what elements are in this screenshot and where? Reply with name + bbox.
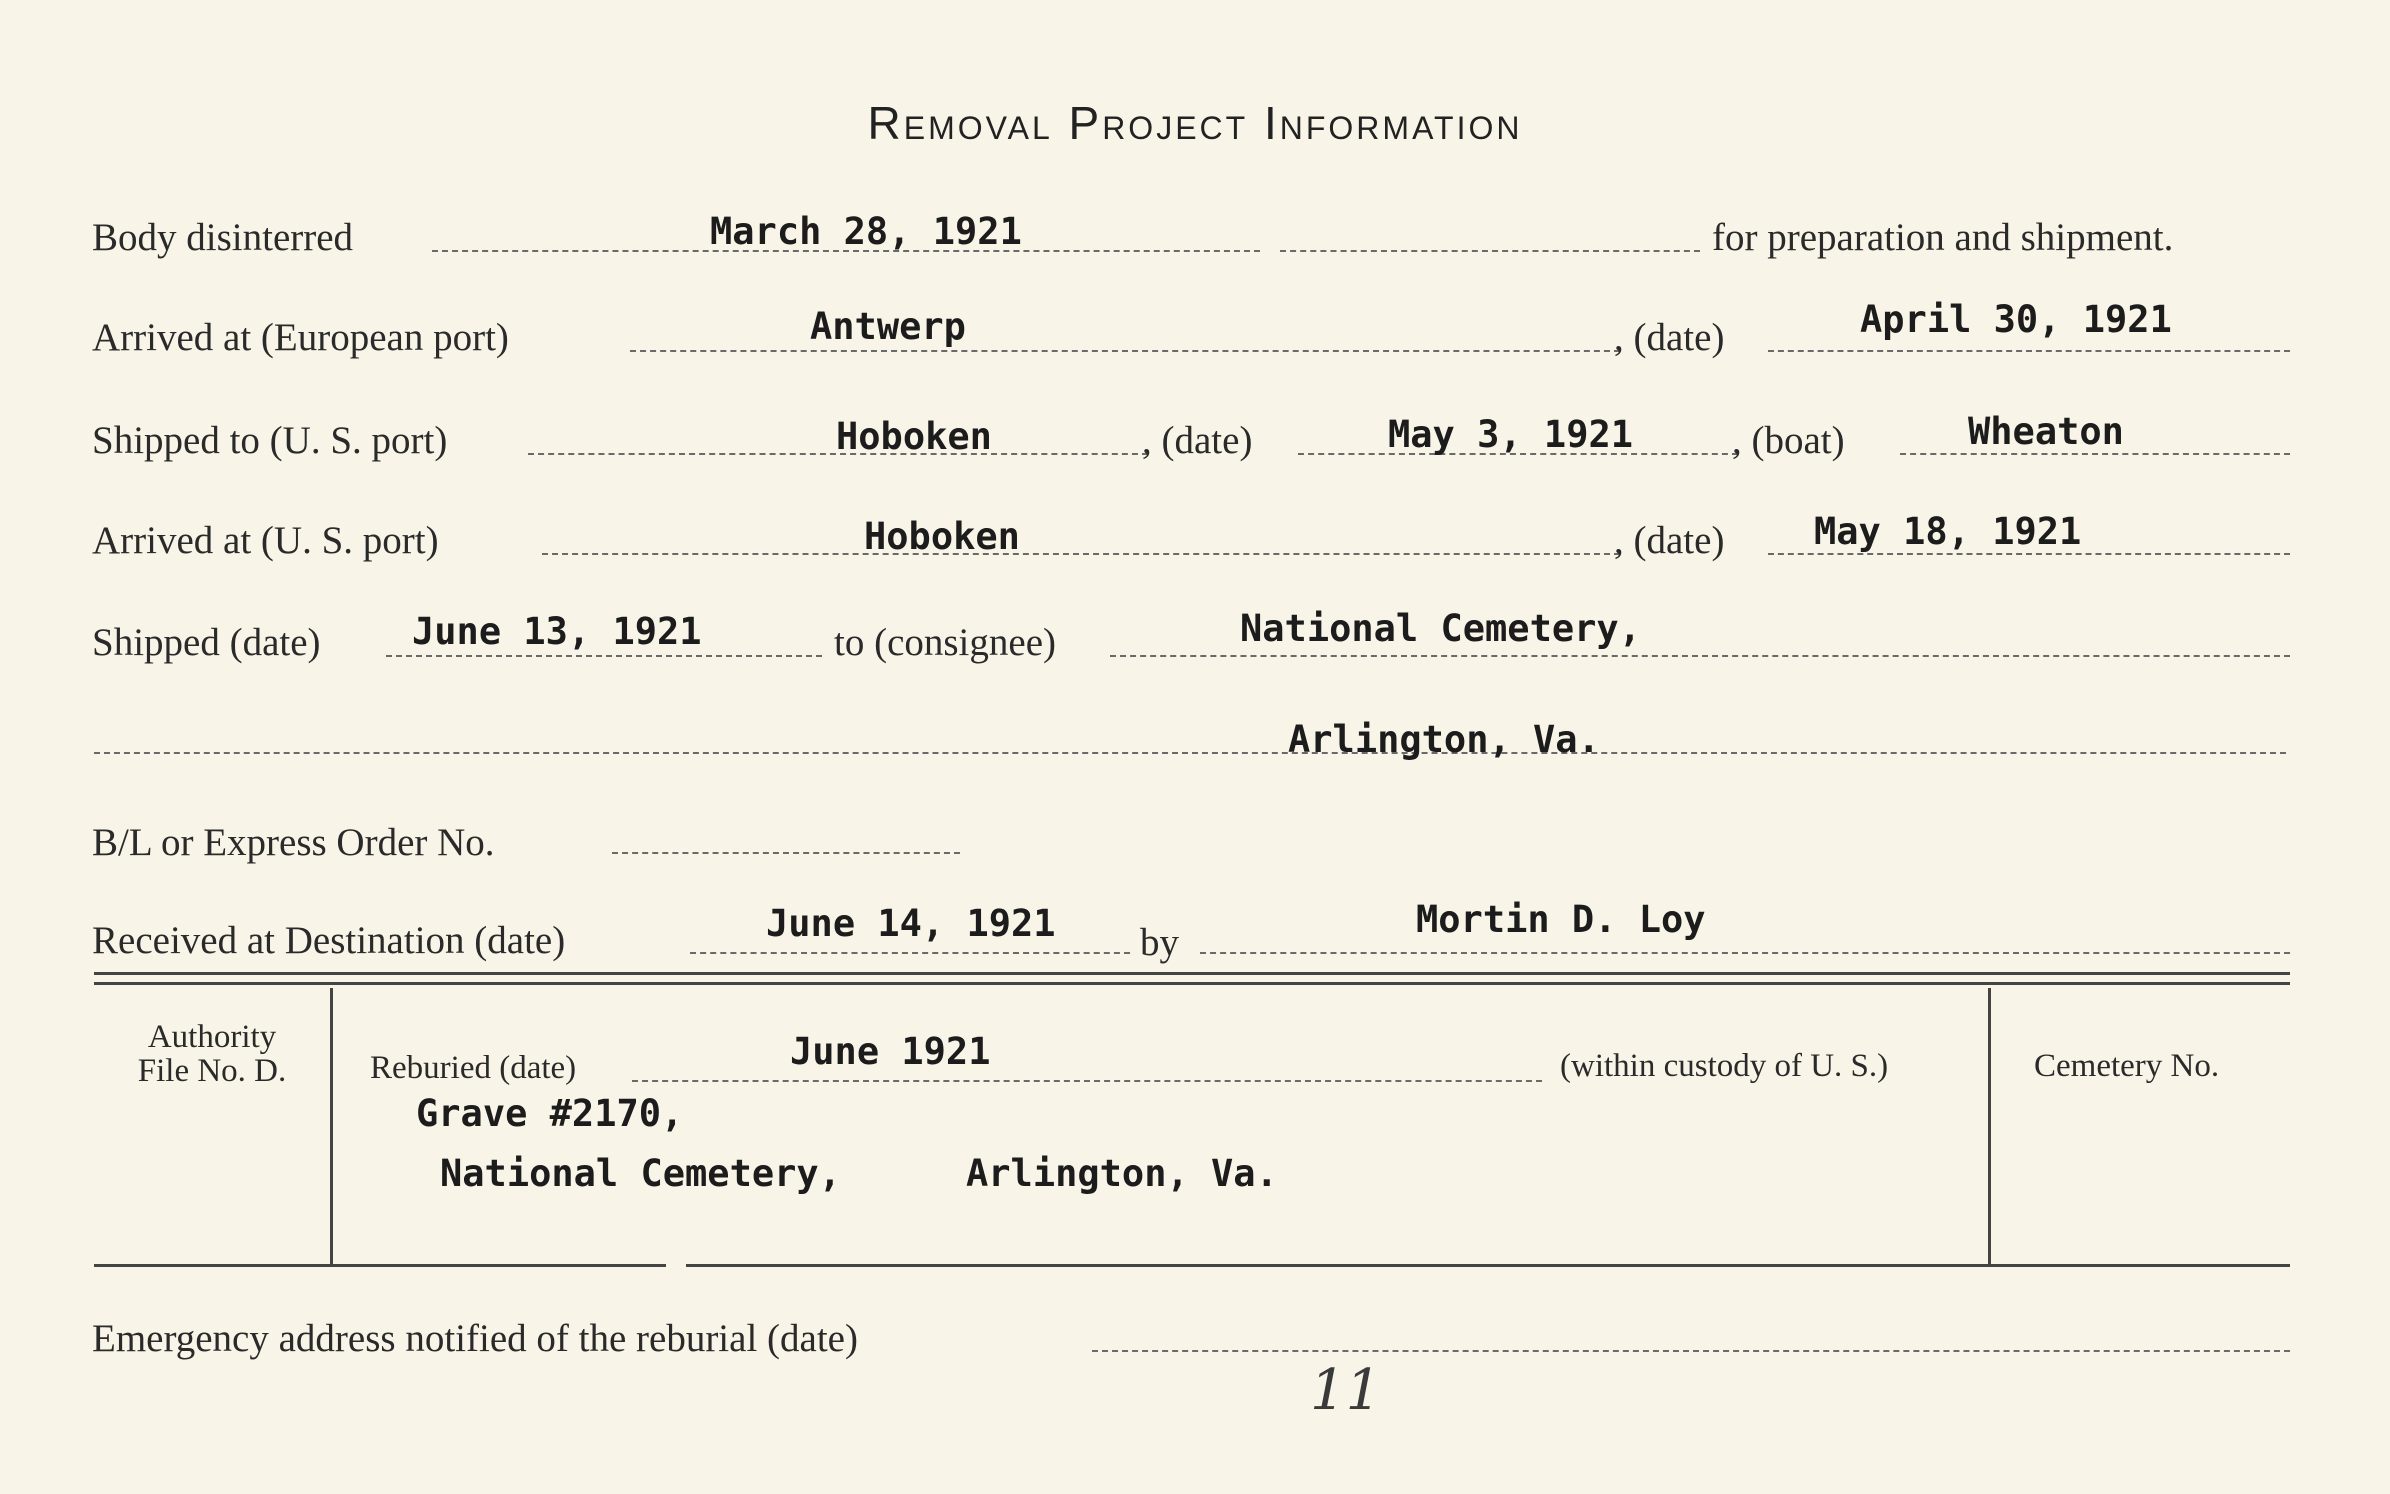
label-bl-order: B/L or Express Order No. [92,821,495,864]
value-european-port: Antwerp [810,305,966,348]
label-custody: (within custody of U. S.) [1560,1048,1889,1084]
dotted-line [1768,553,2290,555]
value-arrived-us-port: Hoboken [864,515,1020,558]
label-reburied: Reburied (date) [370,1050,577,1086]
dotted-line [1092,1350,2290,1352]
box-divider [330,988,333,1264]
label-shipped-us-port: Shipped to (U. S. port) [92,419,448,462]
value-received-date: June 14, 1921 [766,902,1056,945]
value-grave-location2: Arlington, Va. [966,1152,1278,1195]
label-file-no: File No. D. [137,1053,287,1089]
dotted-line [94,752,2286,754]
value-grave-location1: National Cemetery, [440,1152,841,1195]
dotted-line [630,350,1620,352]
label-received: Received at Destination (date) [92,919,566,962]
dotted-line [1900,453,2290,455]
value-consignee-line2: Arlington, Va. [1288,718,1600,761]
label-by: by [1140,921,1179,964]
dotted-line [1768,350,2290,352]
value-shipped-date: June 13, 1921 [412,610,702,653]
label-european-date: , (date) [1614,316,1725,359]
value-shipped-us-date: May 3, 1921 [1388,413,1634,456]
label-us-date: , (date) [1142,419,1253,462]
dotted-line [690,952,1130,954]
label-authority: Authority [147,1019,277,1055]
dotted-line [632,1080,1542,1082]
value-boat: Wheaton [1968,410,2124,453]
value-us-port: Hoboken [836,415,992,458]
box-bottom-rule [686,1264,2290,1267]
label-emergency: Emergency address notified of the reburial (date) [92,1317,858,1360]
label-arrived-european: Arrived at (European port) [92,316,509,359]
label-shipped-date: Shipped (date) [92,621,321,664]
card-title: Removal Project Information [867,97,1523,149]
label-cemetery-no: Cemetery No. [2034,1048,2220,1084]
label-body-disinterred: Body disinterred [92,216,354,259]
value-european-date: April 30, 1921 [1860,298,2172,341]
handwritten-mark: 11 [1310,1358,1382,1423]
label-to-consignee: to (consignee) [834,621,1057,664]
dotted-line [612,852,960,854]
value-reburied-date: June 1921 [790,1030,991,1073]
dotted-line [386,655,822,657]
box-top-rule [94,982,2290,985]
value-consignee-line1: National Cemetery, [1240,607,1641,650]
dotted-line [1110,655,2290,657]
value-received-by: Mortin D. Loy [1416,898,1706,941]
dotted-line [542,553,1620,555]
label-arrived-us-date: , (date) [1614,519,1725,562]
label-for-preparation: for preparation and shipment. [1712,216,2174,259]
dotted-line [1200,952,2290,954]
value-arrived-us-date: May 18, 1921 [1814,510,2082,553]
value-grave: Grave #2170, [416,1092,684,1135]
box-bottom-rule [94,1264,666,1267]
value-disinterred-date: March 28, 1921 [710,210,1022,253]
box-top-rule [94,972,2290,975]
label-arrived-us: Arrived at (U. S. port) [92,519,439,562]
dotted-line [1280,250,1700,252]
label-boat: , (boat) [1732,419,1845,462]
box-divider [1988,988,1991,1264]
